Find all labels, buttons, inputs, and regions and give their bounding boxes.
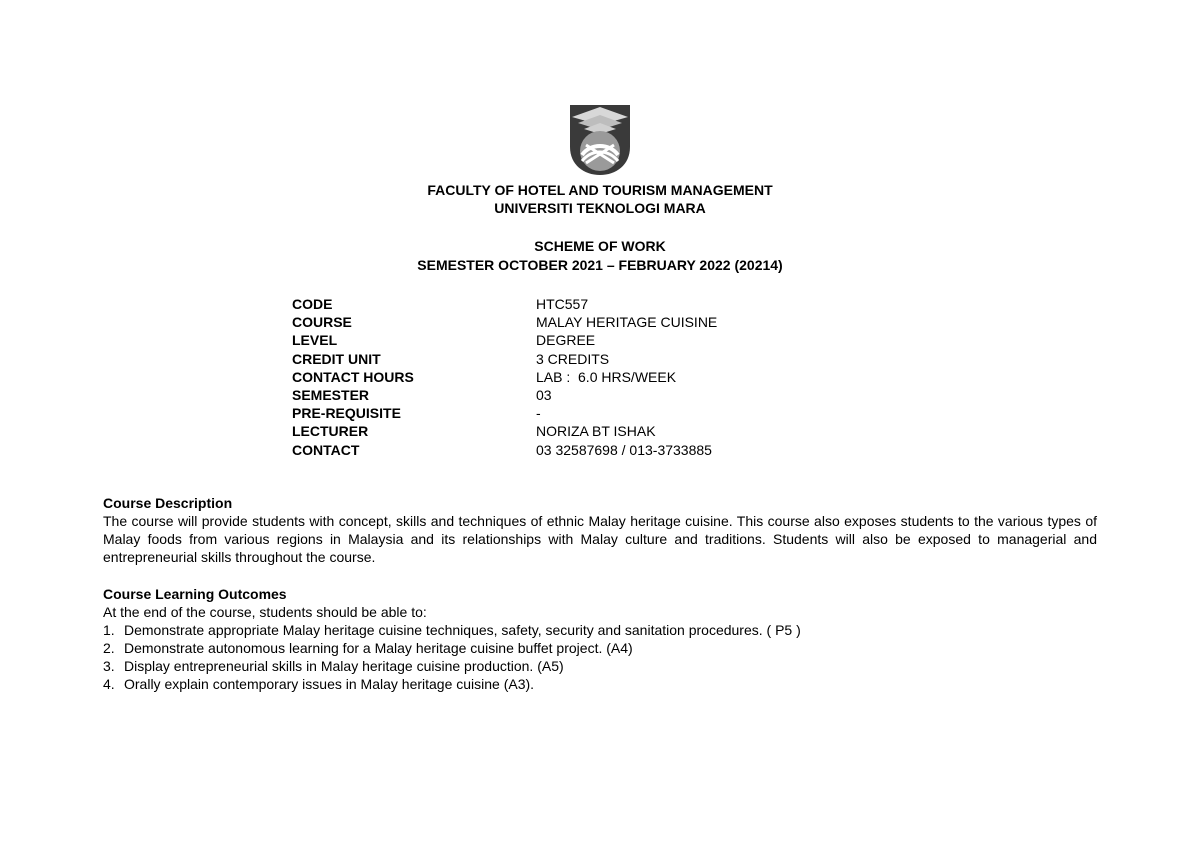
learning-outcomes-section: [103, 585, 1097, 693]
list-item: [103, 675, 1097, 693]
info-label: CODE: [292, 296, 333, 312]
list-item-text: Orally explain contemporary issues in Malay heritage cuisine (A3).: [124, 676, 535, 692]
info-value: DEGREE: [536, 332, 596, 349]
course-info-table: [292, 295, 792, 459]
info-row: [292, 441, 792, 459]
info-value: HTC557: [536, 296, 589, 312]
list-item-number: 3.: [103, 658, 115, 674]
university-crest-icon: [568, 103, 632, 177]
info-value: 03: [536, 386, 552, 403]
university-name: UNIVERSITI TEKNOLOGI MARA: [494, 200, 706, 216]
info-label: LEVEL: [292, 332, 338, 349]
info-value: NORIZA BT ISHAK: [536, 423, 656, 440]
info-label: CONTACT: [292, 441, 360, 458]
list-item-number: 2.: [103, 640, 115, 656]
info-row: [292, 331, 792, 349]
info-value: 03 32587698 / 013-3733885: [536, 441, 712, 458]
info-label: PRE-REQUISITE: [292, 405, 401, 422]
list-item-number: 1.: [103, 622, 115, 638]
info-label: SEMESTER: [292, 386, 370, 403]
faculty-name: FACULTY OF HOTEL AND TOURISM MANAGEMENT: [427, 182, 773, 198]
list-item: [103, 657, 1097, 675]
list-item: [103, 639, 1097, 657]
learning-outcomes-list: [103, 621, 1097, 693]
info-row: [292, 386, 792, 404]
info-row: [292, 368, 792, 386]
info-row: [292, 350, 792, 368]
info-row: [292, 404, 792, 422]
course-description-heading: Course Description: [103, 495, 233, 511]
info-label: LECTURER: [292, 423, 369, 440]
list-item-text: Display entrepreneurial skills in Malay heritage cuisine production. (A5): [124, 658, 564, 674]
semester-line: SEMESTER OCTOBER 2021 – FEBRUARY 2022 (20214): [417, 257, 783, 273]
learning-outcomes-intro: At the end of the course, students should be able to:: [103, 604, 427, 620]
info-row: [292, 295, 792, 313]
list-item: [103, 621, 1097, 639]
info-label: CREDIT UNIT: [292, 350, 381, 367]
info-value: LAB : 6.0 HRS/WEEK: [536, 368, 677, 385]
info-value: 3 CREDITS: [536, 350, 610, 367]
list-item-text: Demonstrate autonomous learning for a Malay heritage cuisine buffet project. (A4): [124, 640, 633, 656]
info-label: COURSE: [292, 314, 352, 331]
info-row: [292, 313, 792, 331]
learning-outcomes-heading: Course Learning Outcomes: [103, 586, 287, 602]
course-description-section: [103, 494, 1097, 566]
info-value: -: [536, 405, 541, 422]
info-row: [292, 422, 792, 440]
document-title: SCHEME OF WORK: [534, 238, 666, 254]
info-value: MALAY HERITAGE CUISINE: [536, 314, 718, 331]
course-description-text: The course will provide students with concept, skills and techniques of ethnic Malay heritage cuisine. This course also exposes students to the various types of Malay foods from various regions in Malaysia and its relationships with Malay culture and traditions. Students will also be exposed to managerial and entrepreneurial skills throughout the course.: [103, 513, 1097, 565]
list-item-number: 4.: [103, 676, 115, 692]
list-item-text: Demonstrate appropriate Malay heritage cuisine techniques, safety, security and sanitation procedures. ( P5 ): [124, 622, 801, 638]
info-label: CONTACT HOURS: [292, 368, 414, 385]
